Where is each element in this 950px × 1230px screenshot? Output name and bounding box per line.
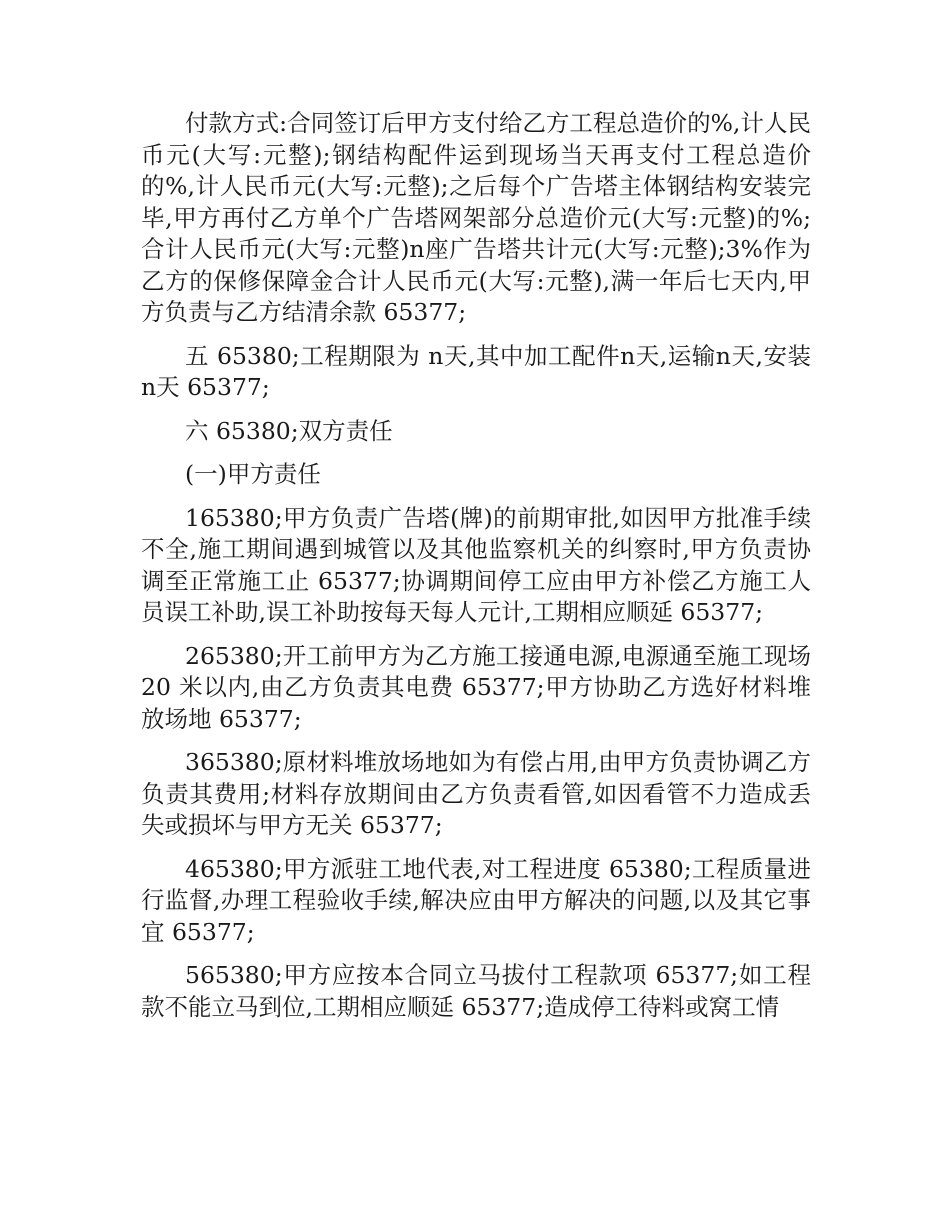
- paragraph-clause-4: 465380;甲方派驻工地代表,对工程进度 65380;工程质量进行监督,办理工程验收手续,解决应由甲方解决的问题,以及其它事宜 65377;: [141, 854, 811, 946]
- document-page: [141, 108, 811, 1035]
- paragraph-clause-5: 565380;甲方应按本合同立马拔付工程款项 65377;如工程款不能立马到位,工期相应顺延 65377;造成停工待料或窝工情: [141, 961, 811, 1021]
- heading-mutual-responsibilities: 六 65380;双方责任: [185, 416, 393, 445]
- paragraph-payment-terms: 付款方式:合同签订后甲方支付给乙方工程总造价的%,计人民币元(大写:元整);钢结构配件运到现场当天再支付工程总造价的%,计人民币元(大写:元整);之后每个广告塔主体钢结构安装完毕,甲方再付乙方单个广告塔网架部分总造价元(大写:元整)的%;合计人民币元(大写:元整)n座广告塔共计元(大写:元整);3%作为乙方的保修保障金合计人民币元(大写:元整),满一年后七天内,甲方负责与乙方结清余款 65377;: [141, 109, 811, 326]
- paragraph-project-duration: 五 65380;工程期限为 n天,其中加工配件n天,运输n天,安装n天 65377;: [141, 341, 811, 401]
- heading-party-a-responsibilities: (一)甲方责任: [185, 460, 321, 488]
- paragraph-clause-2: 265380;开工前甲方为乙方施工接通电源,电源通至施工现场 20 米以内,由乙方负责其电费 65377;甲方协助乙方选好材料堆放场地 65377;: [141, 641, 811, 733]
- paragraph-clause-3: 365380;原材料堆放场地如为有偿占用,由甲方负责协调乙方负责其费用;材料存放期间由乙方负责看管,如因看管不力造成丢失或损坏与甲方无关 65377;: [141, 748, 811, 839]
- paragraph-clause-1: 165380;甲方负责广告塔(牌)的前期审批,如因甲方批准手续不全,施工期间遇到城管以及其他监察机关的纠察时,甲方负责协调至正常施工止 65377;协调期间停工应由甲方补偿乙方施工人员误工补助,误工补助按每天每人元计,工期相应顺延 65377;: [141, 503, 811, 626]
